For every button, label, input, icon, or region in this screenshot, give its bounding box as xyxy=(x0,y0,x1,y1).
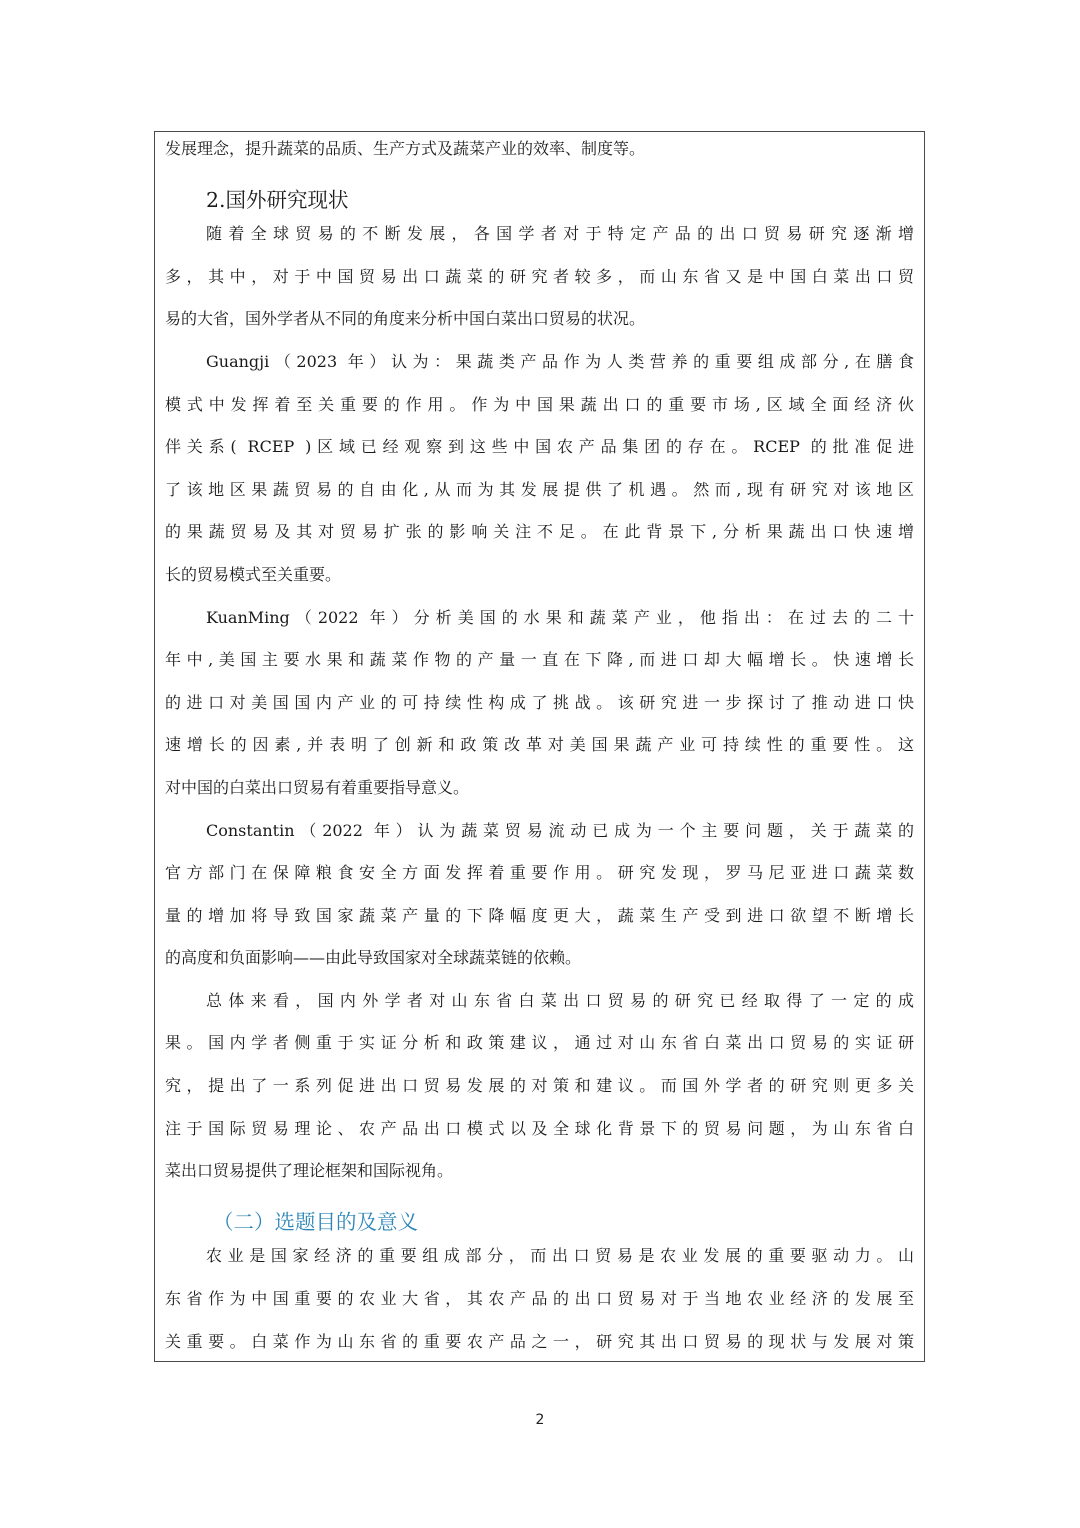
paragraph-summary xyxy=(165,988,914,1201)
text-line: 总体来看，国内外学者对山东省白菜出口贸易的研究已经取得了一定的成 xyxy=(206,990,914,1010)
text-line: 农业是国家经济的重要组成部分，而出口贸易是农业发展的重要驱动力。山 xyxy=(206,1246,914,1266)
text-line: 多，其中，对于中国贸易出口蔬菜的研究者较多，而山东省又是中国白菜出口贸 xyxy=(165,266,914,286)
text-line: KuanMing（2022 年）分析美国的水果和蔬菜产业，他指出：在过去的二十 xyxy=(206,607,914,627)
text-line: 发展理念，提升蔬菜的品质、生产方式及蔬菜产业的效率、制度等。 xyxy=(165,139,646,158)
paragraph-constantin xyxy=(165,818,914,988)
text-line: 伴关系( RCEP )区域已经观察到这些中国农产品集团的存在。RCEP 的批准促进 xyxy=(165,437,914,457)
paragraph-intro xyxy=(165,221,914,349)
page-number: 2 xyxy=(535,1412,545,1428)
text-line: 东省作为中国重要的农业大省，其农产品的出口贸易对于当地农业经济的发展至 xyxy=(165,1289,914,1309)
text-line: 注于国际贸易理论、农产品出口模式以及全球化背景下的贸易问题，为山东省白 xyxy=(165,1118,914,1138)
text-line: 量的增加将导致国家蔬菜产量的下降幅度更大，蔬菜生产受到进口欲望不断增长 xyxy=(165,905,914,925)
text-line: 的果蔬贸易及其对贸易扩张的影响关注不足。在此背景下,分析果蔬出口快速增 xyxy=(165,522,914,542)
text-line: 随着全球贸易的不断发展，各国学者对于特定产品的出口贸易研究逐渐增 xyxy=(206,224,914,244)
text-line: 易的大省，国外学者从不同的角度来分析中国白菜出口贸易的状况。 xyxy=(165,309,646,329)
text-line: 究，提出了一系列促进出口贸易发展的对策和建议。而国外学者的研究则更多关 xyxy=(165,1076,914,1096)
text-line: Guangji（2023 年）认为：果蔬类产品作为人类营养的重要组成部分,在膳食 xyxy=(206,351,914,371)
section-heading-purpose-significance: （二）选题目的及意义 xyxy=(213,1209,418,1234)
text-line: Constantin（2022 年）认为蔬菜贸易流动已成为一个主要问题，关于蔬菜的 xyxy=(206,820,914,840)
text-line: 年中,美国主要水果和蔬菜作物的产量一直在下降,而进口却大幅增长。快速增长 xyxy=(165,650,914,670)
text-line: 模式中发挥着至关重要的作用。作为中国果蔬出口的重要市场,区域全面经济伙 xyxy=(165,394,914,414)
text-line: 的进口对美国国内产业的可持续性构成了挑战。该研究进一步探讨了推动进口快 xyxy=(165,692,914,712)
document-body xyxy=(165,136,914,1371)
text-line: 菜出口贸易提供了理论框架和国际视角。 xyxy=(165,1161,454,1181)
content-frame xyxy=(154,131,925,1362)
paragraph-agriculture xyxy=(165,1243,914,1371)
text-line: 果。国内学者侧重于实证分析和政策建议，通过对山东省白菜出口贸易的实证研 xyxy=(165,1033,914,1053)
text-line: 对中国的白菜出口贸易有着重要指导意义。 xyxy=(165,777,470,797)
text-line: 长的贸易模式至关重要。 xyxy=(165,564,342,584)
paragraph-kuanming xyxy=(165,605,914,818)
text-line: 速增长的因素,并表明了创新和政策改革对美国果蔬产业可持续性的重要性。这 xyxy=(165,735,914,755)
text-line: 官方部门在保障粮食安全方面发挥着重要作用。研究发现，罗马尼亚进口蔬菜数 xyxy=(165,863,914,883)
section-heading-foreign-research: 2.国外研究现状 xyxy=(206,187,349,212)
text-line: 的高度和负面影响——由此导致国家对全球蔬菜链的依赖。 xyxy=(165,948,582,968)
paragraph-guangji xyxy=(165,349,914,605)
text-line: 关重要。白菜作为山东省的重要农产品之一，研究其出口贸易的现状与发展对策 xyxy=(165,1331,914,1351)
text-line: 了该地区果蔬贸易的自由化,从而为其发展提供了机遇。然而,现有研究对该地区 xyxy=(165,479,914,499)
paragraph-continuation xyxy=(165,136,914,179)
